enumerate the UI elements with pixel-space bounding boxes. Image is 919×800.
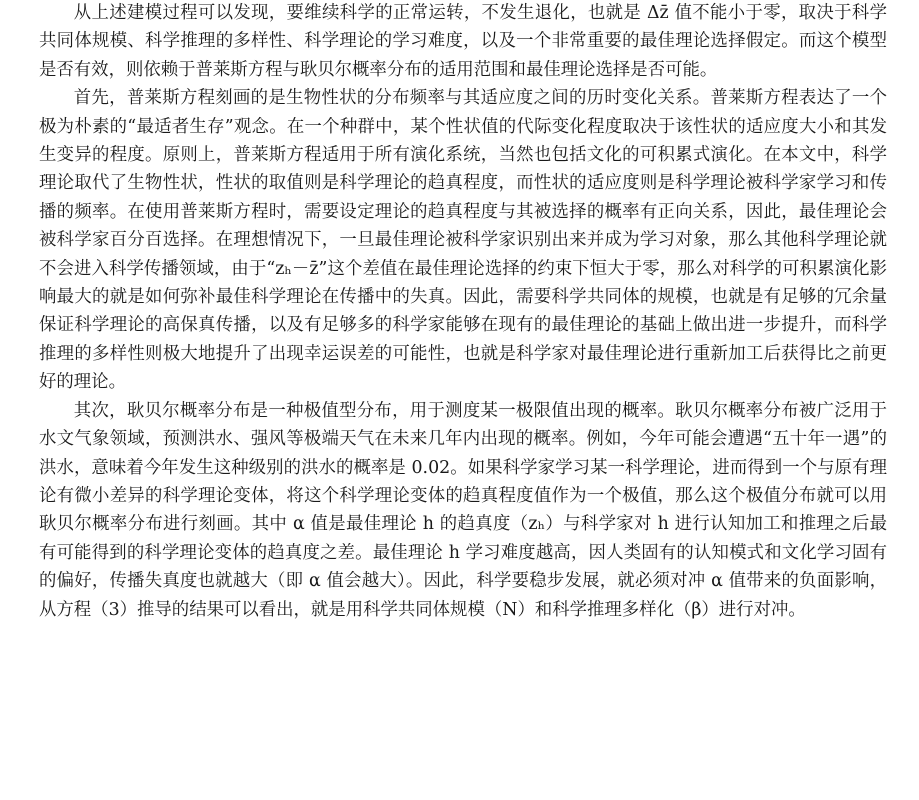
paragraph-price-equation: 首先，普莱斯方程刻画的是生物性状的分布频率与其适应度之间的历时变化关系。普莱斯方程表达了一个极为朴素的“最适者生存”观念。在一个种群中，某个性状值的代际变化程度取决于该性状的适应度大小和其发生变异的程度。原则上，普莱斯方程适用于所有演化系统，当然也包括文化的可积累式演化。在本文中，科学理论取代了生物性状，性状的取值则是科学理论的趋真程度，而性状的适应度则是科学理论被科学家学习和传播的频率。在使用普莱斯方程时，需要设定理论的趋真程度与其被选择的概率有正向关系，因此，最佳理论会被科学家百分百选择。在理想情况下，一旦最佳理论被科学家识别出来并成为学习对象，那么其他科学理论就不会进入科学传播领域，由于“zₕ－z̄”这个差值在最佳理论选择的约束下恒大于零，那么对科学的可积累演化影响最大的就是如何弥补最佳科学理论在传播中的失真。因此，需要科学共同体的规模，也就是有足够的冗余量保证科学理论的高保真传播，以及有足够多的科学家能够在现有的最佳理论的基础上做出进一步提升，而科学推理的多样性则极大地提升了出现幸运误差的可能性，也就是科学家对最佳理论进行重新加工后获得比之前更好的理论。 — [39, 88, 887, 393]
paragraph-model-summary: 从上述建模过程可以发现，要维续科学的正常运转，不发生退化，也就是 Δz̄ 值不能小于零，取决于科学共同体规模、科学推理的多样性、科学理论的学习难度，以及一个非常重要的最佳理论选择假定。而这个模型是否有效，则依赖于普莱斯方程与耿贝尔概率分布的适用范围和最佳理论选择是否可能。 — [39, 3, 887, 80]
paragraph-gumbel-distribution: 其次，耿贝尔概率分布是一种极值型分布，用于测度某一极限值出现的概率。耿贝尔概率分布被广泛用于水文气象领域，预测洪水、强风等极端天气在未来几年内出现的概率。例如，今年可能会遭遇“五十年一遇”的洪水，意味着今年发生这种级别的洪水的概率是 0.02。如果科学家学习某一科学理论，进而得到一个与原有理论有微小差异的科学理论变体，将这个科学理论变体的趋真程度值作为一个极值，那么这个极值分布就可以用耿贝尔概率分布进行刻画。其中 α 值是最佳理论 h 的趋真度（zₕ）与科学家对 h 进行认知加工和推理之后最有可能得到的科学理论变体的趋真度之差。最佳理论 h 学习难度越高，因人类固有的认知模式和文化学习固有的偏好，传播失真度也就越大（即 α 值会越大）。因此，科学要稳步发展，就必须对冲 α 值带来的负面影响，从方程（3）推导的结果可以看出，就是用科学共同体规模（N）和科学推理多样化（β）进行对冲。 — [39, 400, 887, 620]
